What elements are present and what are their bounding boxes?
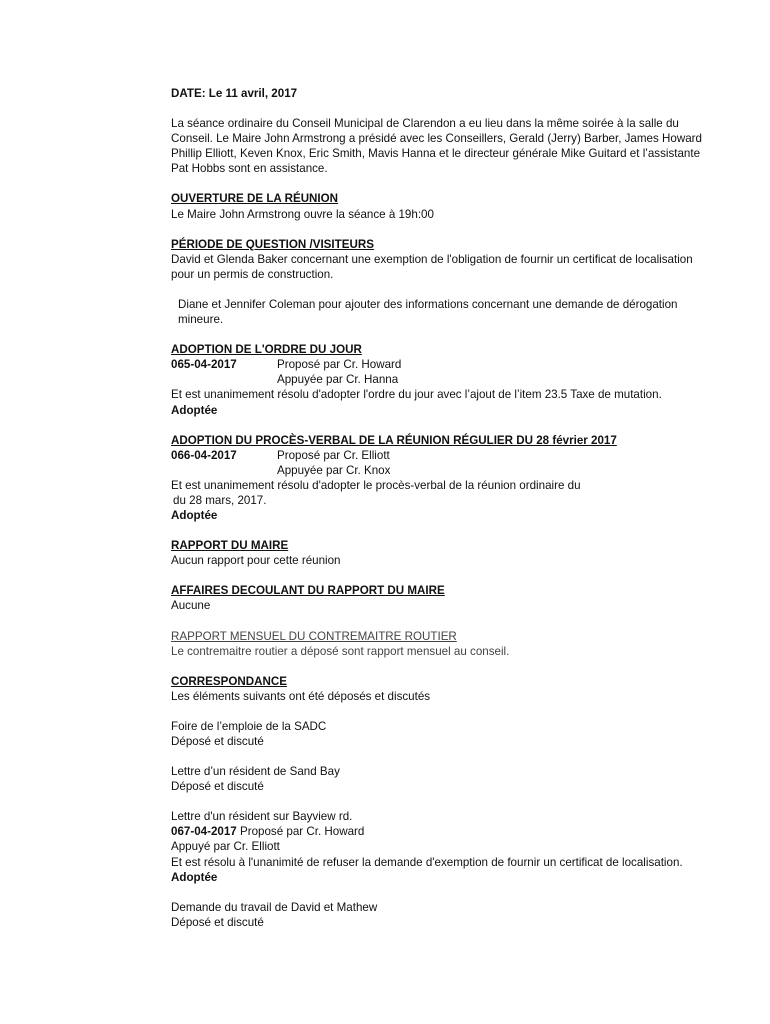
seconder: Appuyée par Cr. Knox	[277, 463, 391, 477]
section-rapport-maire	[171, 538, 716, 568]
visitor-item: Diane et Jennifer Coleman pour ajouter des informations concernant une demande de dérogation mineure.	[178, 297, 678, 327]
section-text: Les éléments suivants ont été déposés et discutés	[171, 689, 431, 703]
resolution-line	[171, 448, 716, 463]
item-status: Déposé et discuté	[171, 735, 264, 748]
item-status: Déposé et discuté	[171, 780, 264, 794]
seconder: Appuyé par Cr. Elliott	[171, 840, 280, 854]
section-heading: PÉRIODE DE QUESTION /VISITEURS	[171, 237, 374, 251]
resolution-number: 066-04-2017	[171, 448, 237, 462]
section-text: Aucune	[171, 599, 211, 613]
correspondence-item	[171, 809, 716, 884]
item-title: Lettre d'un résident sur Bayview rd.	[171, 810, 353, 824]
resolution-number: 067-04-2017	[171, 825, 237, 839]
section-rapport-contremaitre	[171, 629, 716, 659]
section-text: Aucun rapport pour cette réunion	[171, 554, 341, 568]
proposer: Proposé par Cr. Howard	[240, 825, 365, 839]
section-periode-question	[171, 237, 716, 327]
minutes-body	[171, 86, 716, 930]
correspondence-item	[171, 900, 716, 930]
resolution-status: Adoptée	[171, 403, 218, 417]
section-heading: RAPPORT MENSUEL DU CONTREMAITRE ROUTIER	[171, 629, 457, 643]
visitor-item: David et Glenda Baker concernant une exemption de l'obligation de fournir un certificat de localisation pour un permis de construction.	[171, 252, 693, 281]
section-heading: ADOPTION DE L'ORDRE DU JOUR	[171, 343, 362, 357]
resolution-status: Adoptée	[171, 509, 218, 523]
resolution-text: Et est unanimement résolu d'adopter l'ordre du jour avec l’ajout de l’item 23.5 Taxe de mutation.	[171, 388, 662, 402]
section-heading: CORRESPONDANCE	[171, 674, 287, 688]
section-ouverture	[171, 191, 716, 221]
meeting-date: DATE: Le 11 avril, 2017	[171, 87, 298, 100]
section-heading: RAPPORT DU MAIRE	[171, 539, 289, 553]
section-heading: ADOPTION DU PROCÈS-VERBAL DE LA RÉUNION RÉGULIER DU 28 février 2017	[171, 433, 617, 447]
item-title: Lettre d’un résident de Sand Bay	[171, 765, 340, 779]
section-adoption-pv	[171, 433, 716, 524]
proposer: Proposé par Cr. Elliott	[277, 448, 390, 462]
seconder: Appuyée par Cr. Hanna	[277, 373, 399, 387]
intro-paragraph: La séance ordinaire du Conseil Municipal de Clarendon a eu lieu dans la même soirée à la salle du Conseil. Le Maire John Armstrong a présidé avec les Conseillers, Gerald (Jerry) Barber, James Howard Phillip Elliott, Keven Knox, Eric Smith, Mavis Hanna et le directeur générale Mike Guitard et l’assistante Pat Hobbs sont en assistance.	[171, 117, 702, 176]
section-text: Le Maire John Armstrong ouvre la séance à 19h:00	[171, 207, 434, 221]
section-adoption-ordre	[171, 342, 716, 417]
resolution-number: 065-04-2017	[171, 358, 237, 372]
resolution-line	[171, 357, 716, 372]
correspondence-item	[171, 719, 716, 749]
resolution-status: Adoptée	[171, 870, 218, 884]
resolution-line	[171, 824, 716, 839]
item-title: Demande du travail de David et Mathew	[171, 900, 378, 914]
section-heading: OUVERTURE DE LA RÉUNION	[171, 192, 339, 206]
resolution-text: Et est unanimement résolu d'adopter le procès-verbal de la réunion ordinaire du	[171, 478, 581, 492]
section-correspondance	[171, 674, 716, 930]
item-title: Foire de l’emploie de la SADC	[171, 719, 327, 733]
item-status: Déposé et discuté	[171, 915, 264, 929]
proposer: Proposé par Cr. Howard	[277, 358, 402, 372]
section-heading: AFFAIRES DECOULANT DU RAPPORT DU MAIRE	[171, 584, 445, 598]
section-affaires	[171, 583, 716, 613]
resolution-text: Et est résolu à l'unanimité de refuser la demande d'exemption de fournir un certificat de localisation.	[171, 855, 683, 869]
section-text: Le contremaitre routier a déposé sont rapport mensuel au conseil.	[171, 644, 510, 658]
correspondence-item	[171, 764, 716, 794]
resolution-text-cont: du 28 mars, 2017.	[173, 493, 267, 507]
